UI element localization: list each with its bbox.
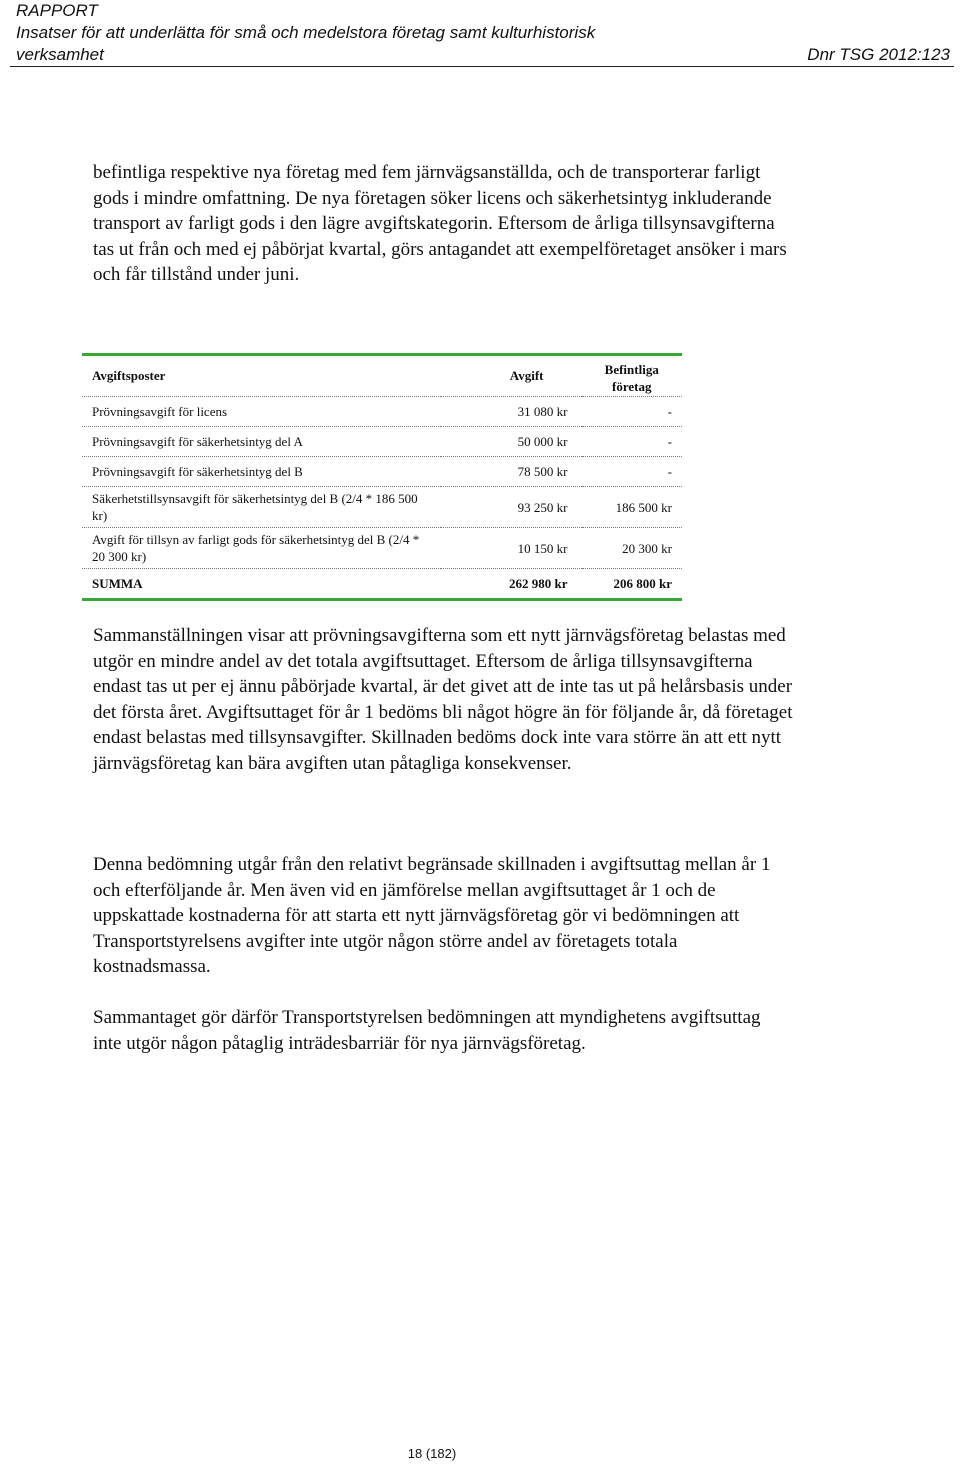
- table-row: [82, 528, 682, 569]
- report-title-line2: verksamhet: [16, 45, 104, 64]
- report-label: RAPPORT: [16, 1, 98, 20]
- row-item: Prövningsavgift för säkerhetsintyg del B: [82, 457, 441, 487]
- row-existing: 20 300 kr: [582, 528, 683, 569]
- document-reference: Dnr TSG 2012:123: [807, 45, 950, 64]
- paragraph-conclusion: Sammantaget gör därför Transportstyrelsen bedömningen att myndighetens avgiftsuttag inte utgör någon påtaglig inträdesbarriär för nya järnvägsföretag.: [93, 1007, 761, 1054]
- fee-table: [82, 353, 682, 601]
- row-item: Avgift för tillsyn av farligt gods för säkerhetsintyg del B (2/4 * 20 300 kr): [82, 528, 441, 569]
- row-fee: 10 150 kr: [441, 528, 582, 569]
- paragraph-assessment: Denna bedömning utgår från den relativt begränsade skillnaden i avgiftsuttag mellan år 1 och efterföljande år. Men även vid en jämförelse mellan avgiftsuttaget år 1 och de uppskattade kostnaderna för att starta ett nytt järnvägsföretag gör vi bedömningen att Transportstyrelsens avgifter inte utgör någon större andel av företagets totala kostnadsmassa.: [93, 854, 771, 978]
- page-header: [16, 0, 950, 66]
- sum-label: SUMMA: [92, 575, 143, 591]
- row-fee: 78 500 kr: [441, 457, 582, 487]
- paragraph-intro: befintliga respektive nya företag med fem järnvägsanställda, och de transporterar farligt gods i mindre omfattning. De nya företagen söker licens och säkerhetsintyg inkluderande transport av farligt gods i den lägre avgiftskategorin. Eftersom de årliga tillsynsavgifterna tas ut från och med ej påbörjat kvartal, görs antagandet att exempelföretaget ansöker i mars och får tillstånd under juni.: [93, 162, 787, 286]
- row-fee: 31 080 kr: [441, 397, 582, 427]
- sum-fee: 262 980 kr: [509, 575, 568, 591]
- row-item: Prövningsavgift för säkerhetsintyg del A: [82, 427, 441, 457]
- report-title-line2-row: [16, 44, 950, 66]
- table-row: [82, 427, 682, 457]
- paragraph-summary: Sammanställningen visar att prövningsavgifterna som ett nytt järnvägsföretag belastas med utgör en mindre andel av det totala avgiftsuttaget. Eftersom de årliga tillsynsavgifterna endast tas ut per ej ännu påbörjade kvartal, är det givet att de inte tas ut på helårsbasis under det första året. Avgiftsuttaget för år 1 bedöms bli något högre än för följande år, då företaget endast belastas med tillsynsavgifter. Skillnaden bedöms dock inte vara större än att ett nytt järnvägsföretag kan bära avgiften utan påtagliga konsekvenser.: [93, 625, 793, 774]
- header-divider: [10, 66, 954, 67]
- report-title-line1: Insatser för att underlätta för små och medelstora företag samt kulturhistorisk: [16, 23, 596, 42]
- sum-existing: 206 800 kr: [613, 575, 672, 591]
- row-existing: -: [582, 457, 683, 487]
- header-existing: Befintliga företag: [582, 355, 683, 397]
- row-fee: 93 250 kr: [441, 487, 582, 528]
- table-sum-row: [82, 569, 682, 600]
- row-existing: -: [582, 427, 683, 457]
- table-row: [82, 397, 682, 427]
- table-row: [82, 457, 682, 487]
- row-item: Säkerhetstillsynsavgift för säkerhetsintyg del B (2/4 * 186 500 kr): [82, 487, 441, 528]
- fee-table-header-row: [82, 355, 682, 397]
- header-item: Avgiftsposter: [82, 355, 441, 397]
- row-fee: 50 000 kr: [441, 427, 582, 457]
- table-row: [82, 487, 682, 528]
- page-number: 18 (182): [407, 1446, 457, 1461]
- row-item: Prövningsavgift för licens: [82, 397, 441, 427]
- row-existing: 186 500 kr: [582, 487, 683, 528]
- header-fee: Avgift: [441, 355, 582, 397]
- row-existing: -: [582, 397, 683, 427]
